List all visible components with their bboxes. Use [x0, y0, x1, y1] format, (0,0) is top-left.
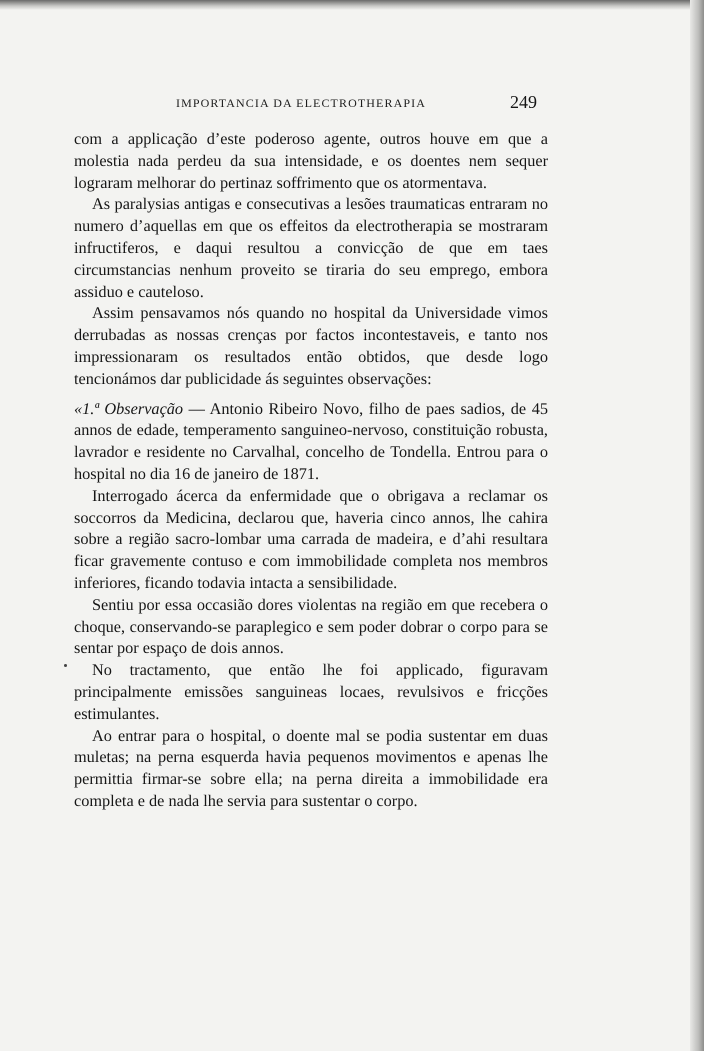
body-text	[74, 128, 548, 812]
page-top-edge	[0, 0, 704, 10]
observation-label: «1.ª Observação	[74, 398, 184, 418]
paragraph-2: As paralysias antigas e consecutivas a lesões traumaticas entraram no numero d’aquellas em que os effeitos da electrotherapia se mostraram infructiferos, e daqui resultou a convicção de que em taes circumstancias nenhum proveito se tiraria do seu emprego, embora assiduo e cauteloso.	[74, 194, 548, 301]
paragraph-1: com a applicação d’este poderoso agente, outros houve em que a molestia nada perdeu da sua intensidade, e os doentes nem sequer lograram melhorar do pertinaz soffrimento que os atormentava.	[74, 129, 548, 192]
paragraph-5: Interrogado ácerca da enfermidade que o obrigava a reclamar os soccorros da Medicina, declarou que, haveria cinco annos, lhe cahira sobre a região sacro-lombar uma carrada de madeira, e d’ahi resultara ficar gravemente contuso e com immobilidade completa nos membros inferiores, ficando todavia intacta a sensibilidade.	[74, 485, 548, 592]
paragraph-7: No tractamento, que então lhe foi applicado, figuravam principalmente emissões sanguineas locaes, revulsivos e fricções estimulantes.	[74, 660, 548, 723]
page-header	[0, 92, 704, 116]
page-number: 249	[510, 92, 537, 112]
page-right-edge	[690, 0, 704, 1051]
margin-speck	[64, 664, 67, 667]
paragraph-6: Sentiu por essa occasião dores violentas na região em que recebera o choque, conservando-se paraplegico e sem poder dobrar o corpo para se sentar por espaço de dois annos.	[74, 594, 548, 658]
running-title: IMPORTANCIA DA ELECTROTHERAPIA	[176, 96, 426, 110]
paragraph-8: Ao entrar para o hospital, o doente mal se podia sustentar em duas muletas; na perna esquerda havia pequenos movimentos e apenas lhe permittia firmar-se sobre ella; na perna direita a immobilidade era completa e de nada lhe servia para sustentar o corpo.	[74, 725, 548, 810]
observation-paragraph	[74, 398, 548, 485]
observation-text: Antonio Ribeiro Novo, filho de paes sadios, de 45 annos de edade, temperamento sanguineo-nervoso, constituição robusta, lavrador e residente no Carvalhal, concelho de Tondella. Entrou para o hospital no dia 16 de janeiro de 1871.	[74, 398, 548, 483]
observation-dash: —	[183, 398, 210, 418]
paragraph-3: Assim pensavamos nós quando no hospital da Universidade vimos derrubadas as nossas crenças por factos incontestaveis, e tanto nos impressionaram os resultados então obtidos, que desde logo tencionámos dar publicidade ás seguintes observações:	[74, 303, 548, 388]
